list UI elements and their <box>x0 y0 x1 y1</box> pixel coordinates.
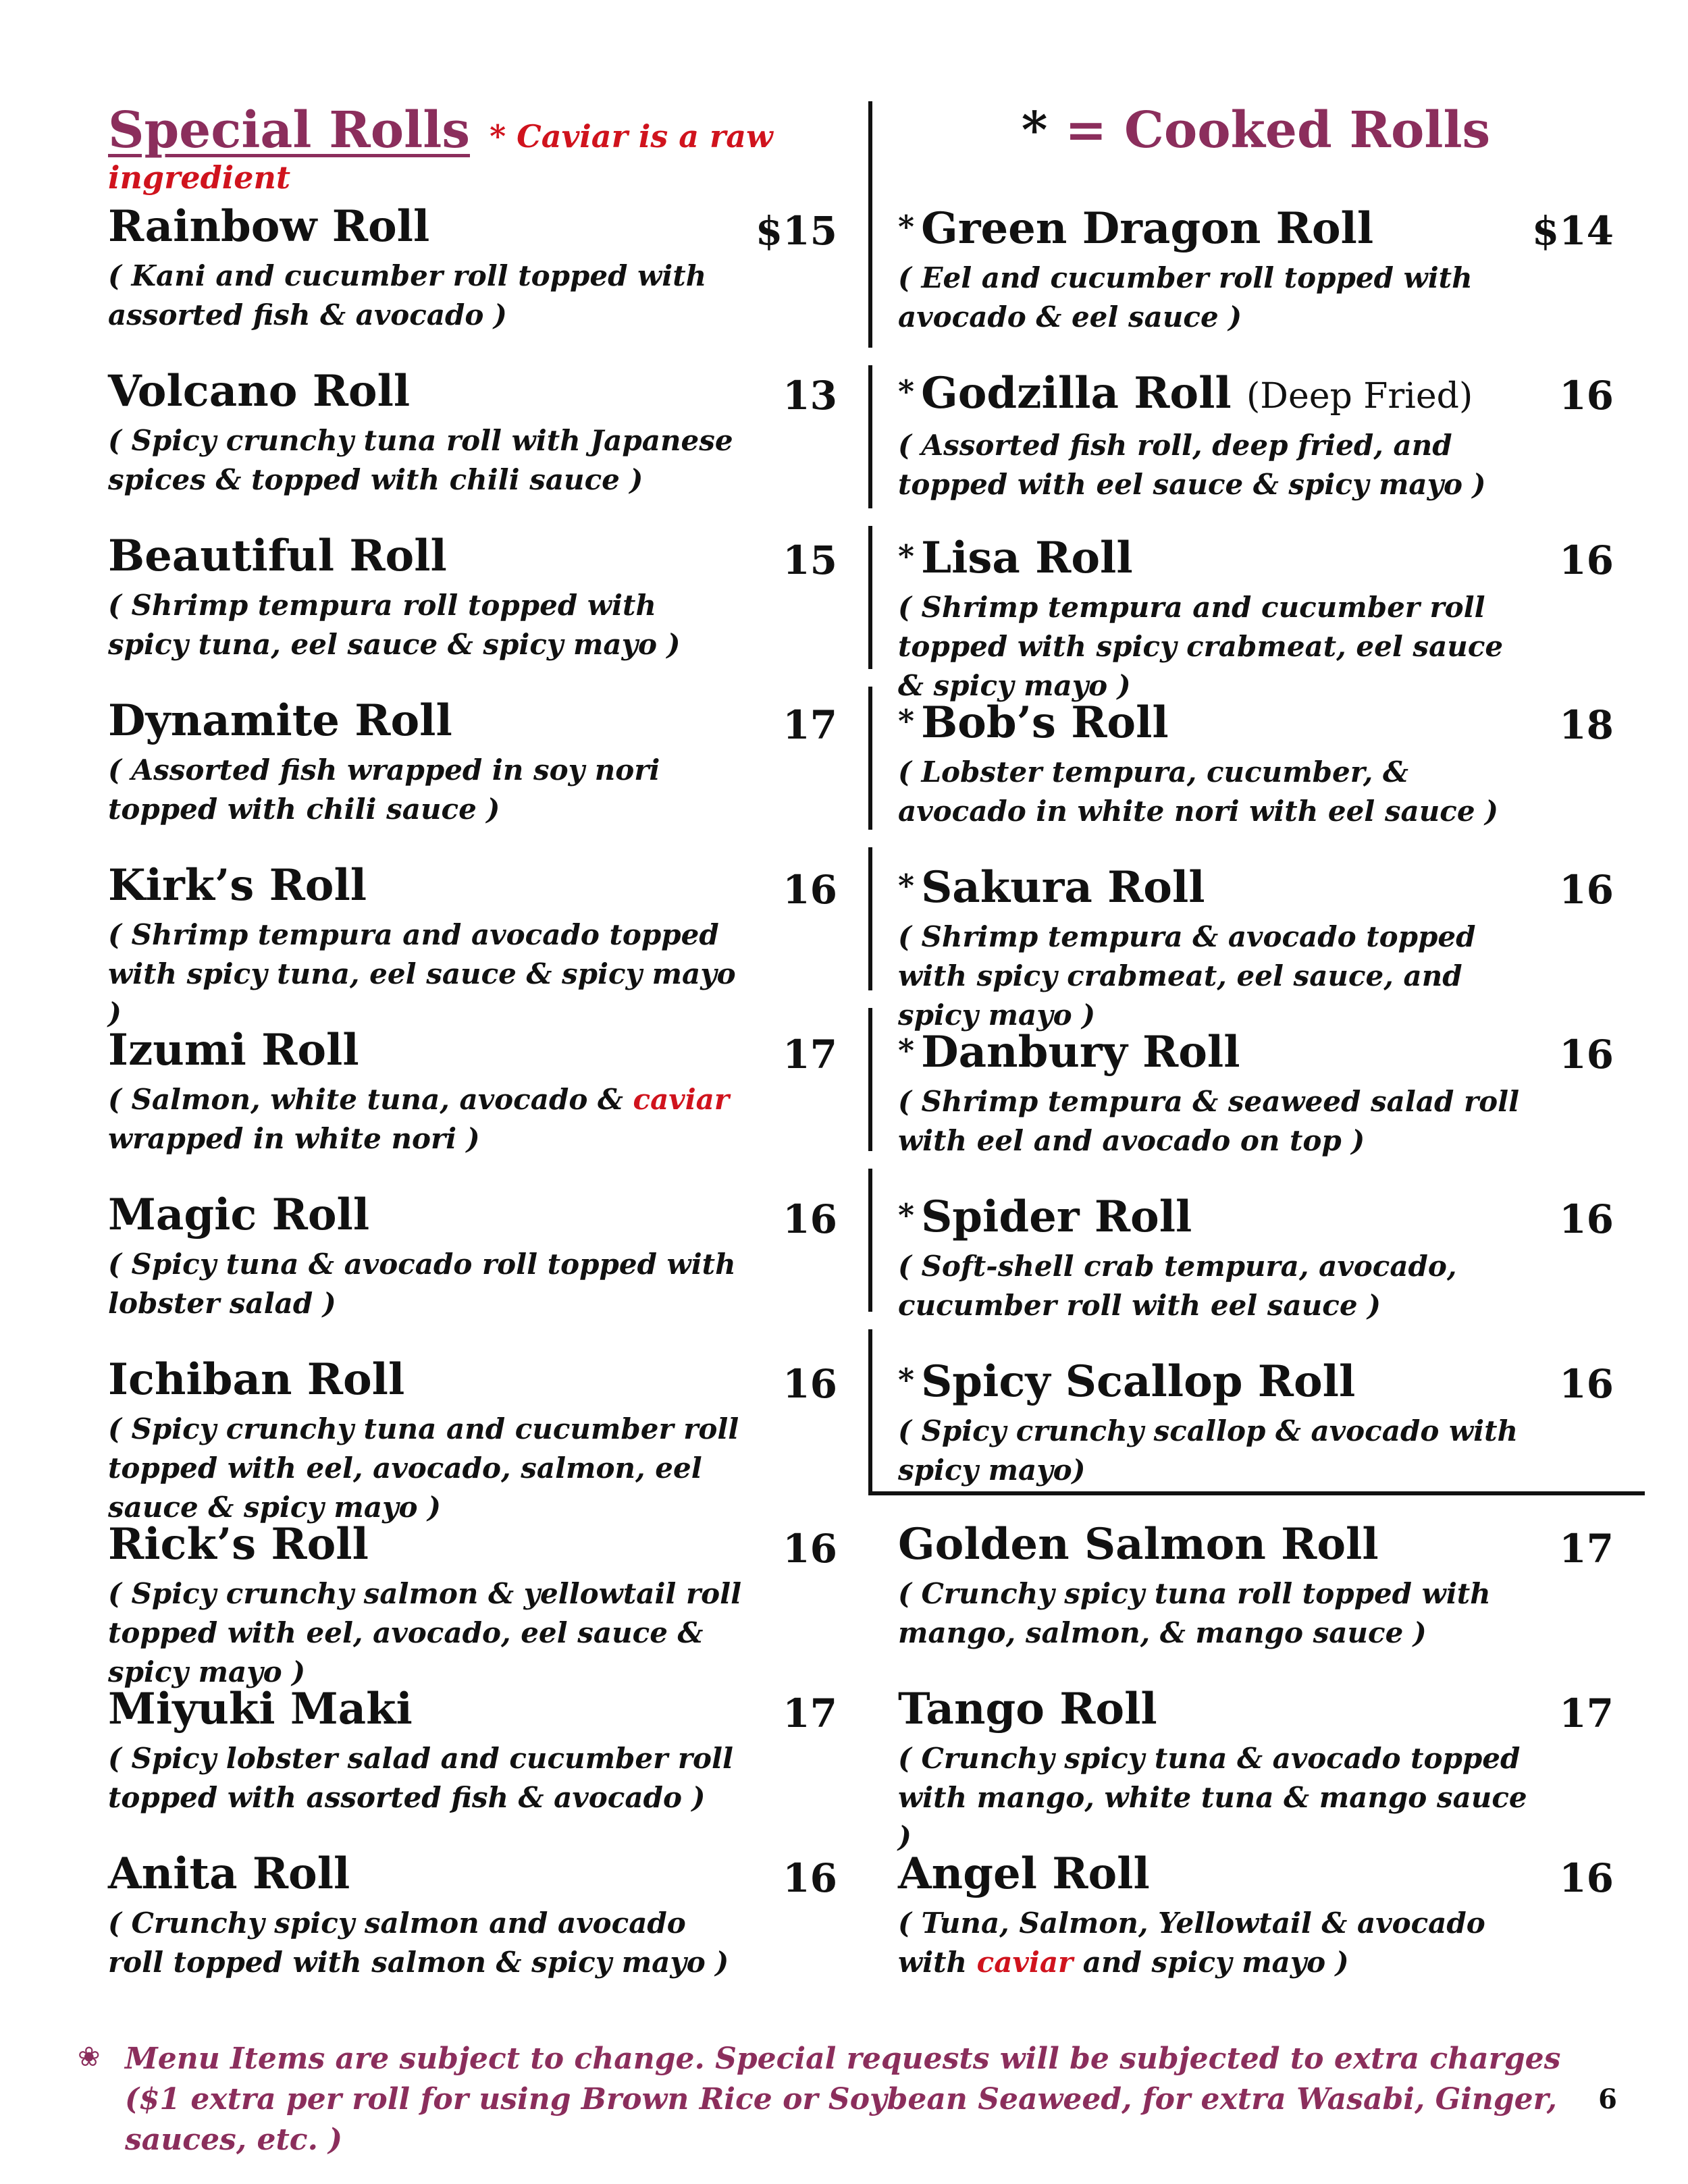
item-description: ( Crunchy spicy salmon and avocado roll topped with salmon & spicy mayo ) <box>108 1907 729 1979</box>
item-name-line <box>108 529 837 583</box>
column-divider-vertical <box>868 101 872 1495</box>
divider-gap <box>868 1151 872 1169</box>
item-name: Beautiful Roll <box>108 531 447 581</box>
cooked-star-marker: * <box>898 538 915 575</box>
item-description-part: ( Tuna, Salmon, Yellowtail & avocado with <box>898 1907 1485 1979</box>
item-description: ( Lobster tempura, cucumber, & avocado in white nori with eel sauce ) <box>898 755 1499 828</box>
item-name: Volcano Roll <box>108 366 411 417</box>
menu-item <box>108 529 837 690</box>
item-name: Green Dragon Roll <box>921 203 1374 254</box>
item-description: ( Spicy crunchy salmon & yellowtail roll topped with eel, avocado, eel sauce & spicy mayo ) <box>108 1577 742 1688</box>
cooked-rolls-title <box>898 101 1614 159</box>
menu-item <box>898 365 1614 525</box>
item-description: ( Crunchy spicy tuna & avocado topped with mango, white tuna & mango sauce ) <box>898 1742 1527 1853</box>
item-name-line <box>108 1353 837 1407</box>
item-price: 17 <box>1559 1690 1614 1736</box>
item-name: Angel Roll <box>898 1848 1150 1899</box>
menu-item <box>108 1847 837 2008</box>
item-description: ( Shrimp tempura & avocado topped with spicy crabmeat, eel sauce, and spicy mayo ) <box>898 920 1476 1032</box>
item-description: ( Crunchy spicy tuna roll topped with mango, salmon, & mango sauce ) <box>898 1577 1491 1649</box>
cooked-star-marker: * <box>898 373 915 410</box>
item-name: Kirk’s Roll <box>108 860 367 911</box>
item-price: 16 <box>1559 867 1614 913</box>
item-price: 16 <box>1559 1196 1614 1242</box>
item-price: 16 <box>1559 1361 1614 1407</box>
item-name: Anita Roll <box>108 1848 350 1899</box>
item-name: Spider Roll <box>921 1192 1192 1242</box>
item-name-line <box>898 529 1614 585</box>
item-name: Izumi Roll <box>108 1025 359 1075</box>
item-description: ( Eel and cucumber roll topped with avocado & eel sauce ) <box>898 261 1473 334</box>
divider-gap <box>868 830 872 847</box>
divider-gap <box>868 348 872 365</box>
item-description: ( Spicy crunchy tuna roll with Japanese spices & topped with chili sauce ) <box>108 424 733 496</box>
item-description-part: and spicy mayo ) <box>1073 1946 1349 1979</box>
divider-gap <box>868 990 872 1008</box>
item-name: Godzilla Roll <box>921 368 1232 419</box>
item-name: Lisa Roll <box>921 533 1133 583</box>
cooked-star-marker: * <box>898 1362 915 1398</box>
item-price: 16 <box>1559 1032 1614 1077</box>
item-description: ( Soft-shell crab tempura, avocado, cucumber roll with eel sauce ) <box>898 1250 1457 1322</box>
cooked-star-marker: * <box>1021 101 1048 159</box>
item-price: 16 <box>1559 1855 1614 1901</box>
divider-gap <box>868 1312 872 1329</box>
item-description-part: wrapped in white nori ) <box>108 1122 480 1155</box>
menu-item <box>898 859 1614 1032</box>
item-name-line <box>898 365 1614 423</box>
menu-item <box>898 1353 1614 1514</box>
item-price: 16 <box>1559 537 1614 583</box>
cooked-rolls-label: = Cooked Rolls <box>1065 101 1491 159</box>
item-name-line <box>108 1847 837 1901</box>
item-price: $15 <box>755 208 837 254</box>
item-name: Miyuki Maki <box>108 1684 413 1734</box>
item-price: 16 <box>783 867 837 913</box>
cooked-star-marker: * <box>898 1032 915 1069</box>
item-name-line <box>108 859 837 913</box>
item-description: ( Spicy tuna & avocado roll topped with lobster salad ) <box>108 1248 736 1320</box>
item-name: Tango Roll <box>898 1684 1157 1734</box>
menu-item <box>108 1188 837 1349</box>
item-price: 16 <box>783 1855 837 1901</box>
menu-item <box>898 529 1614 702</box>
item-description: ( Shrimp tempura & seaweed salad roll with eel and avocado on top ) <box>898 1085 1520 1157</box>
item-description <box>898 1904 1533 1982</box>
cooked-rolls-list <box>898 200 1614 2008</box>
menu-item <box>108 859 837 1030</box>
menu-item <box>108 694 837 855</box>
item-name-line <box>898 200 1614 256</box>
footer-disclaimer: Menu Items are subject to change. Special requests will be subjected to extra charges ($1 extra per roll for using Brown Rice or Soybean Seaweed, for extra Wasabi, Ginger, sauces, etc. ) <box>125 2042 1561 2157</box>
item-description: ( Assorted fish roll, deep fried, and topped with eel sauce & spicy mayo ) <box>898 429 1486 501</box>
item-name-line <box>108 1518 837 1572</box>
item-name-line <box>108 1023 837 1077</box>
item-name-line <box>108 1188 837 1242</box>
item-price: 16 <box>783 1526 837 1572</box>
page-number: 6 <box>1598 2083 1617 2115</box>
item-name-line <box>898 1518 1614 1572</box>
cooked-rolls-header <box>898 101 1614 196</box>
item-name: Ichiban Roll <box>108 1354 405 1405</box>
item-price: 17 <box>1559 1526 1614 1572</box>
special-rolls-title: Special Rolls <box>108 101 470 159</box>
item-name-line <box>108 694 837 748</box>
item-name: Golden Salmon Roll <box>898 1519 1379 1570</box>
item-name: Spicy Scallop Roll <box>921 1356 1356 1407</box>
item-price: 17 <box>783 702 837 748</box>
item-price: 17 <box>783 1032 837 1077</box>
item-description: ( Kani and cucumber roll topped with assorted fish & avocado ) <box>108 259 707 331</box>
item-name-line <box>898 859 1614 915</box>
item-name: Magic Roll <box>108 1190 370 1240</box>
menu-item <box>898 1682 1614 1853</box>
menu-item <box>108 365 837 525</box>
cooked-star-marker: * <box>898 1197 915 1233</box>
special-rolls-list <box>108 200 837 2008</box>
divider-gap <box>868 508 872 526</box>
item-description: ( Assorted fish wrapped in soy nori topped with chili sauce ) <box>108 753 660 826</box>
item-description: ( Shrimp tempura roll topped with spicy tuna, eel sauce & spicy mayo ) <box>108 589 681 661</box>
item-price: $14 <box>1531 208 1614 254</box>
item-price: 18 <box>1559 702 1614 748</box>
item-description: ( Spicy crunchy scallop & avocado with spicy mayo) <box>898 1414 1519 1487</box>
item-name-line <box>898 1847 1614 1901</box>
menu-item <box>108 1682 837 1843</box>
menu-footer <box>78 2039 1617 2157</box>
item-description: ( Shrimp tempura and avocado topped with spicy tuna, eel sauce & spicy mayo ) <box>108 918 736 1030</box>
item-name: Rainbow Roll <box>108 201 430 252</box>
special-rolls-column <box>108 101 837 2008</box>
item-price: 16 <box>783 1196 837 1242</box>
item-price: 17 <box>783 1690 837 1736</box>
item-description-part: ( Salmon, white tuna, avocado & <box>108 1083 633 1116</box>
item-name-line <box>898 1353 1614 1409</box>
item-price: 16 <box>1559 373 1614 419</box>
menu-item <box>898 1023 1614 1184</box>
caviar-note: * Caviar is a raw ingredient <box>108 118 773 196</box>
menu-item <box>898 1518 1614 1678</box>
menu-item <box>898 1847 1614 2008</box>
item-description: ( Spicy lobster salad and cucumber roll topped with assorted fish & avocado ) <box>108 1742 733 1814</box>
item-name: Dynamite Roll <box>108 695 452 746</box>
caviar-highlight: caviar <box>633 1083 730 1116</box>
cooked-star-marker: * <box>898 209 915 245</box>
item-price: 16 <box>783 1361 837 1407</box>
menu-item <box>898 1188 1614 1349</box>
item-name-line <box>108 200 837 254</box>
item-name: Sakura Roll <box>921 862 1205 913</box>
menu-item <box>108 1023 837 1184</box>
menu-item <box>898 694 1614 855</box>
menu-item <box>108 1518 837 1688</box>
item-name-line <box>898 1682 1614 1736</box>
item-name-line <box>108 1682 837 1736</box>
cooked-rolls-column <box>898 101 1614 2008</box>
item-description: ( Shrimp tempura and cucumber roll topped with spicy crabmeat, eel sauce & spicy mayo ) <box>898 591 1504 702</box>
item-name-line <box>108 365 837 419</box>
special-rolls-header <box>108 101 837 196</box>
item-name-line <box>898 694 1614 750</box>
item-name: Danbury Roll <box>921 1027 1240 1077</box>
divider-gap <box>868 669 872 687</box>
item-name-line <box>898 1188 1614 1244</box>
item-name-line <box>898 1023 1614 1080</box>
menu-item <box>108 200 837 361</box>
item-name: Bob’s Roll <box>921 697 1169 748</box>
caviar-highlight: caviar <box>976 1946 1074 1979</box>
cooked-star-marker: * <box>898 868 915 904</box>
menu-item <box>108 1353 837 1524</box>
item-note: (Deep Fried) <box>1246 376 1473 417</box>
menu-item <box>898 200 1614 361</box>
item-name: Rick’s Roll <box>108 1519 369 1570</box>
cooked-star-marker: * <box>898 703 915 739</box>
item-description: ( Spicy crunchy tuna and cucumber roll topped with eel, avocado, salmon, eel sauce & spicy mayo ) <box>108 1412 739 1524</box>
item-price: 15 <box>783 537 837 583</box>
flower-icon: ❀ <box>78 2042 101 2073</box>
item-price: 13 <box>783 373 837 419</box>
item-description <box>108 1080 743 1158</box>
